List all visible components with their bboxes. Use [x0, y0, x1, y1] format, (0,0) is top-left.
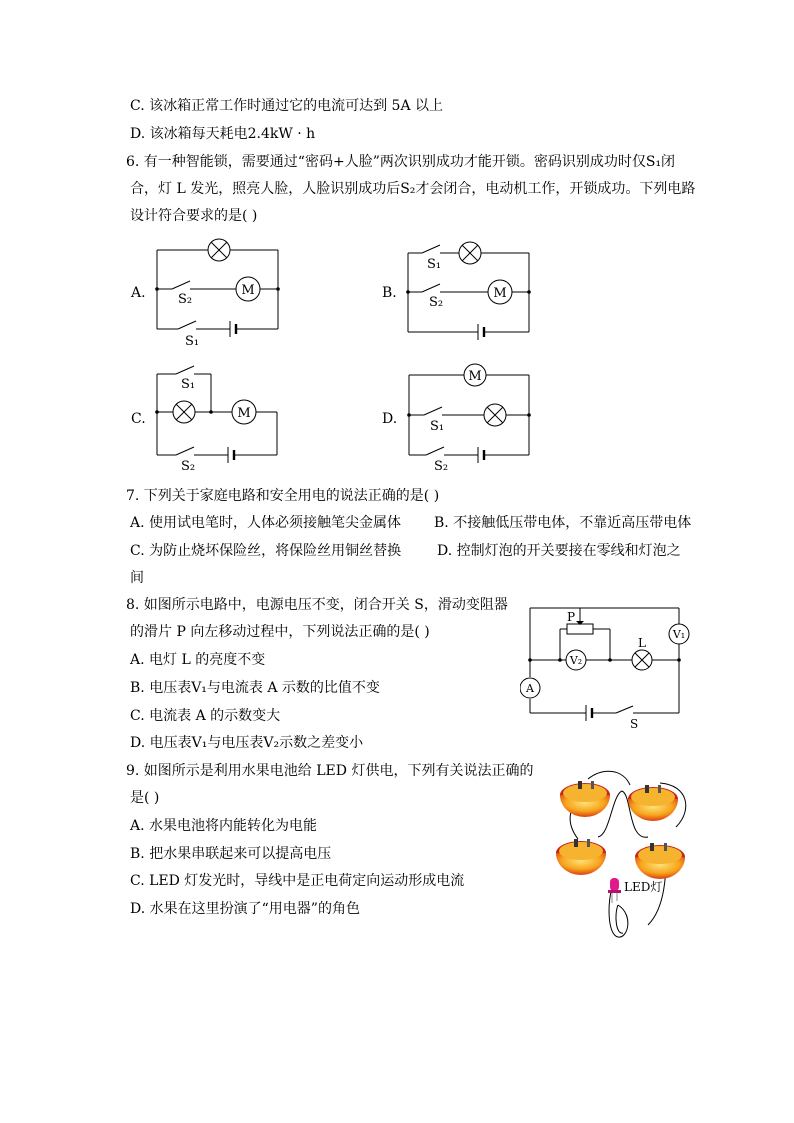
circuit-a-figure	[150, 233, 285, 348]
q6-option-c-label: C.	[131, 411, 146, 427]
q5-option-c: C. 该冰箱正常工作时通过它的电流可达到 5A 以上	[130, 98, 444, 114]
q9-fruit-battery-figure	[548, 765, 698, 945]
svg-text:LED灯: LED灯	[624, 880, 663, 894]
fruit-icon	[560, 781, 610, 817]
q6-stem-line1: 6. 有一种智能锁，需要通过“密码+人脸”两次识别成功才能开锁。密码识别成功时仅S₁闭	[126, 154, 676, 170]
q8-option-a: A. 电灯 L 的亮度不变	[130, 652, 266, 668]
q7-option-d: D. 控制灯泡的开关要接在零线和灯泡之	[437, 543, 681, 559]
svg-text:V₁: V₁	[672, 628, 686, 641]
q7-option-c: C. 为防止烧坏保险丝，将保险丝用铜丝替换	[130, 543, 402, 559]
q6-option-a-label: A.	[131, 285, 146, 301]
q7-option-a: A. 使用试电笔时，人体必须接触笔尖金属体	[130, 515, 402, 531]
q7-stem: 7. 下列关于家庭电路和安全用电的说法正确的是( )	[126, 488, 440, 504]
svg-text:A: A	[526, 682, 534, 695]
svg-text:S₁: S₁	[427, 257, 442, 272]
svg-text:S₂: S₂	[434, 459, 449, 474]
q9-stem-line1: 9. 如图所示是利用水果电池给 LED 灯供电，下列有关说法正确的	[126, 763, 534, 779]
q9-option-d: D. 水果在这里扮演了“用电器”的角色	[130, 901, 360, 917]
q8-circuit-figure	[520, 603, 695, 733]
q8-option-b: B. 电压表V₁与电流表 A 示数的比值不变	[130, 680, 380, 696]
svg-text:S: S	[630, 717, 639, 731]
q9-option-b: B. 把水果串联起来可以提高电压	[130, 846, 332, 862]
q8-option-c: C. 电流表 A 的示数变大	[130, 708, 281, 724]
svg-text:S₂: S₂	[181, 459, 196, 474]
svg-text:P: P	[567, 610, 576, 624]
q9-option-a: A. 水果电池将内能转化为电能	[130, 818, 318, 834]
svg-text:M: M	[237, 406, 251, 421]
q8-stem-line1: 8. 如图所示电路中，电源电压不变，闭合开关 S，滑动变阻器	[126, 597, 508, 613]
q7-option-b: B. 不接触低压带电体，不靠近高压带电体	[434, 515, 692, 531]
q6-stem-line2: 合，灯 L 发光，照亮人脸，人脸识别成功后S₂才会闭合，电动机工作，开锁成功。下列电路	[130, 181, 696, 197]
svg-text:M: M	[493, 286, 507, 301]
svg-text:V₂: V₂	[569, 654, 583, 667]
circuit-d-figure	[400, 360, 535, 475]
svg-text:S₂: S₂	[178, 292, 193, 307]
circuit-c-figure	[150, 360, 285, 475]
svg-text:L: L	[638, 636, 646, 650]
q8-option-d: D. 电压表V₁与电压表V₂示数之差变小	[130, 735, 364, 751]
q6-option-b-label: B.	[382, 285, 397, 301]
svg-text:M: M	[241, 283, 255, 298]
fruit-icon	[628, 785, 678, 821]
svg-text:M: M	[468, 369, 482, 384]
svg-text:S₁: S₁	[430, 419, 445, 434]
q9-option-c: C. LED 灯发光时，导线中是正电荷定向运动形成电流	[130, 873, 465, 889]
circuit-b-figure	[400, 240, 535, 340]
q5-option-d: D. 该冰箱每天耗电2.4kW · h	[130, 126, 316, 142]
svg-text:S₁: S₁	[181, 377, 196, 392]
q8-stem-line2: 的滑片 P 向左移动过程中，下列说法正确的是( )	[130, 624, 430, 640]
svg-text:S₂: S₂	[429, 295, 444, 310]
q6-option-d-label: D.	[382, 411, 398, 427]
svg-text:S₁: S₁	[185, 334, 200, 348]
q6-stem-line3: 设计符合要求的是( )	[130, 208, 258, 224]
fruit-icon	[556, 839, 606, 875]
fruit-icon	[635, 843, 685, 879]
q7-option-d-cont: 间	[130, 570, 144, 586]
q9-stem-line2: 是( )	[130, 790, 160, 806]
